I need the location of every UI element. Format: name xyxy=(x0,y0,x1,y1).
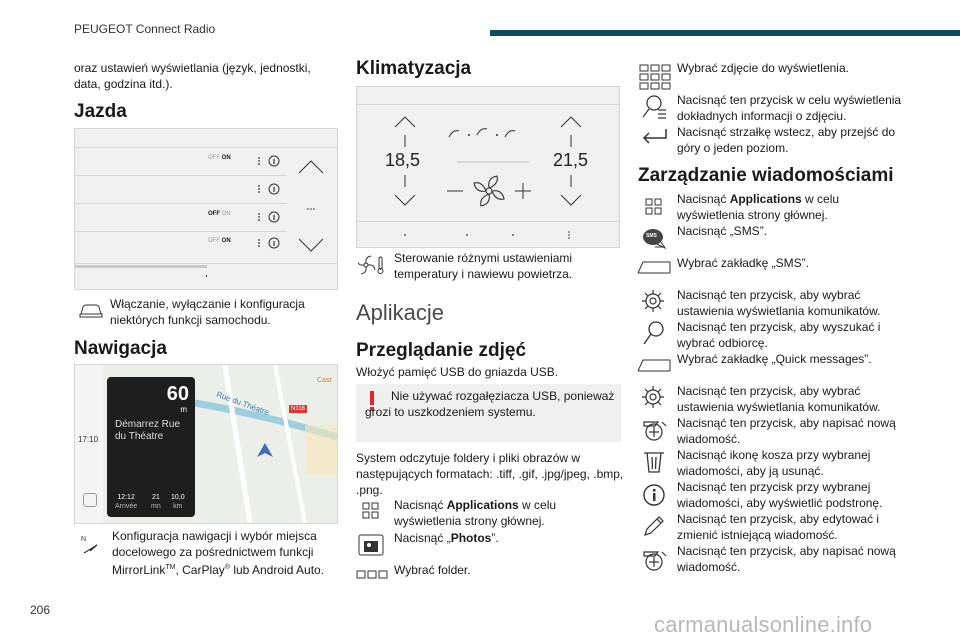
arrival-time: 12:12 Arrivée xyxy=(115,494,138,510)
photos-step-applications: Nacisnąć Applications w celu wyświetlenia strony głównej. xyxy=(394,498,557,528)
remaining-km: 10,0 km xyxy=(171,494,185,510)
intro-text: oraz ustawień wyświetlania (język, jednostki, data, godzina itd.). xyxy=(74,61,311,91)
turn-instruction: Démarrez Rue du Théatre xyxy=(115,419,181,442)
toggle-row-3[interactable]: OFF ON xyxy=(208,211,231,217)
edit-pencil-icon xyxy=(642,514,666,538)
back-up-level-text: Nacisnąć strzałkę wstecz, aby przejść do góry o jeden poziom. xyxy=(677,125,896,155)
select-photo-text: Wybrać zdjęcie do wyświetlenia. xyxy=(677,61,849,75)
messages-step-sms: Nacisnąć „SMS”. xyxy=(677,224,768,238)
distance-unit: m xyxy=(180,405,187,414)
photos-step-select-photos: Nacisnąć „Photos”. xyxy=(394,531,499,545)
applications-grid-icon xyxy=(645,198,663,216)
formats-text: System odczytuje foldery i pliki obrazów w następujących formatach: .tiff, .gif, .jpg/jpeg, .bmp, .png. xyxy=(356,451,624,497)
distance-value: 60 xyxy=(166,383,189,405)
toggle-row-4[interactable]: OFF ON xyxy=(208,238,231,244)
new-message-icon xyxy=(640,418,668,442)
tab-icon xyxy=(637,260,671,274)
photo-info-text: Nacisnąć ten przycisk w celu wyświetlenia dokładnych informacji o zdjęciu. xyxy=(677,93,902,123)
navigation-description: Konfiguracja nawigacji i wybór miejsca docelowego za pośrednictwem funkcji MirrorLink™, CarPlay® lub Android Auto. xyxy=(112,529,325,577)
driving-description: Włączanie, wyłączanie i konfiguracja niektórych funkcji samochodu. xyxy=(110,297,305,327)
new-message-icon xyxy=(640,548,668,572)
poi-label: Cast xyxy=(317,377,332,384)
section-title-jazda: Jazda xyxy=(74,101,127,122)
messages-display-settings: Nacisnąć ten przycisk, aby wybrać ustawienia wyświetlania komunikatów. xyxy=(677,288,881,318)
messages-quick-tab: Wybrać zakładkę „Quick messages”. xyxy=(677,352,872,366)
edit-message-text: Nacisnąć ten przycisk, aby edytować i zmienić istniejącą wiadomość. xyxy=(677,512,880,542)
write-new-message-text: Nacisnąć ten przycisk, aby napisać nową wiadomość. xyxy=(677,544,896,574)
navigation-map[interactable] xyxy=(74,364,338,524)
header-accent-bar xyxy=(490,30,960,36)
settings-gear-icon xyxy=(640,384,666,410)
warning-box xyxy=(356,384,621,442)
usb-insert-text: Włożyć pamięć USB do gniazda USB. xyxy=(356,365,559,379)
delete-message-text: Nacisnąć ikonę kosza przy wybranej wiadomości, aby ją usunąć. xyxy=(677,448,871,478)
climate-screen xyxy=(356,86,620,248)
info-icon xyxy=(641,482,667,508)
car-icon xyxy=(78,302,104,320)
climate-fan-thermometer-icon xyxy=(358,255,386,275)
scroll-chevrons-icon[interactable] xyxy=(297,159,327,259)
tab-icon xyxy=(637,358,671,372)
messages-search-recipient: Nacisnąć ten przycisk, aby wyszukać i wybrać odbiorcę. xyxy=(677,320,881,350)
photo-grid-icon xyxy=(639,64,671,90)
search-icon xyxy=(642,320,666,346)
section-title-nawigacja: Nawigacja xyxy=(74,338,167,359)
quick-new-message: Nacisnąć ten przycisk, aby napisać nową wiadomość. xyxy=(677,416,896,446)
applications-grid-icon xyxy=(362,502,380,520)
running-header: PEUGEOT Connect Radio xyxy=(74,22,216,36)
road-sign: N118 xyxy=(291,406,305,412)
guidance-panel xyxy=(107,377,195,517)
navigation-arrow-icon xyxy=(80,533,100,555)
message-subpage-text: Nacisnąć ten przycisk przy wybranej wiadomości, aby wyświetlić podstronę. xyxy=(677,480,883,510)
home-button-icon[interactable] xyxy=(83,493,97,507)
section-title-aplikacje: Aplikacje xyxy=(356,300,445,325)
messages-step-applications: Nacisnąć Applications w celu wyświetlenia strony głównej. xyxy=(677,192,840,222)
toggle-row-1[interactable]: OFF ON xyxy=(208,155,231,161)
photo-info-search-icon xyxy=(640,94,668,120)
photos-icon xyxy=(358,534,384,556)
warning-text: Nie używać rozgałęziacza USB, ponieważ grozi to uszkodzeniem systemu. xyxy=(365,389,615,419)
remaining-minutes: 21 mn xyxy=(151,494,161,510)
driving-screen xyxy=(74,128,338,290)
back-arrow-icon xyxy=(640,127,668,149)
folders-icon xyxy=(356,568,388,580)
subsection-title-photos: Przeglądanie zdjęć xyxy=(356,340,527,361)
page-number: 206 xyxy=(30,603,51,617)
climate-description: Sterowanie różnymi ustawieniami temperatury i nawiewu powietrza. xyxy=(394,251,573,281)
trash-icon xyxy=(643,450,665,474)
settings-gear-icon xyxy=(640,288,666,314)
section-title-messages: Zarządzanie wiadomościami xyxy=(638,165,894,186)
street-name: Rue du Théatre xyxy=(215,389,271,418)
temperature-left[interactable]: 18,5 xyxy=(385,150,421,170)
svg-text:N: N xyxy=(81,536,87,543)
clock: 17:10 xyxy=(78,435,99,444)
sms-icon: SMS xyxy=(641,228,667,250)
row-options-icons[interactable] xyxy=(255,154,285,254)
photos-step-select-folder: Wybrać folder. xyxy=(394,563,471,577)
temperature-right[interactable]: 21,5 xyxy=(553,150,589,170)
watermark: carmanualsonline.info xyxy=(654,612,873,637)
section-title-klimatyzacja: Klimatyzacja xyxy=(356,58,472,79)
quick-display-settings: Nacisnąć ten przycisk, aby wybrać ustawienia wyświetlania komunikatów. xyxy=(677,384,881,414)
messages-step-sms-tab: Wybrać zakładkę „SMS”. xyxy=(677,256,809,270)
